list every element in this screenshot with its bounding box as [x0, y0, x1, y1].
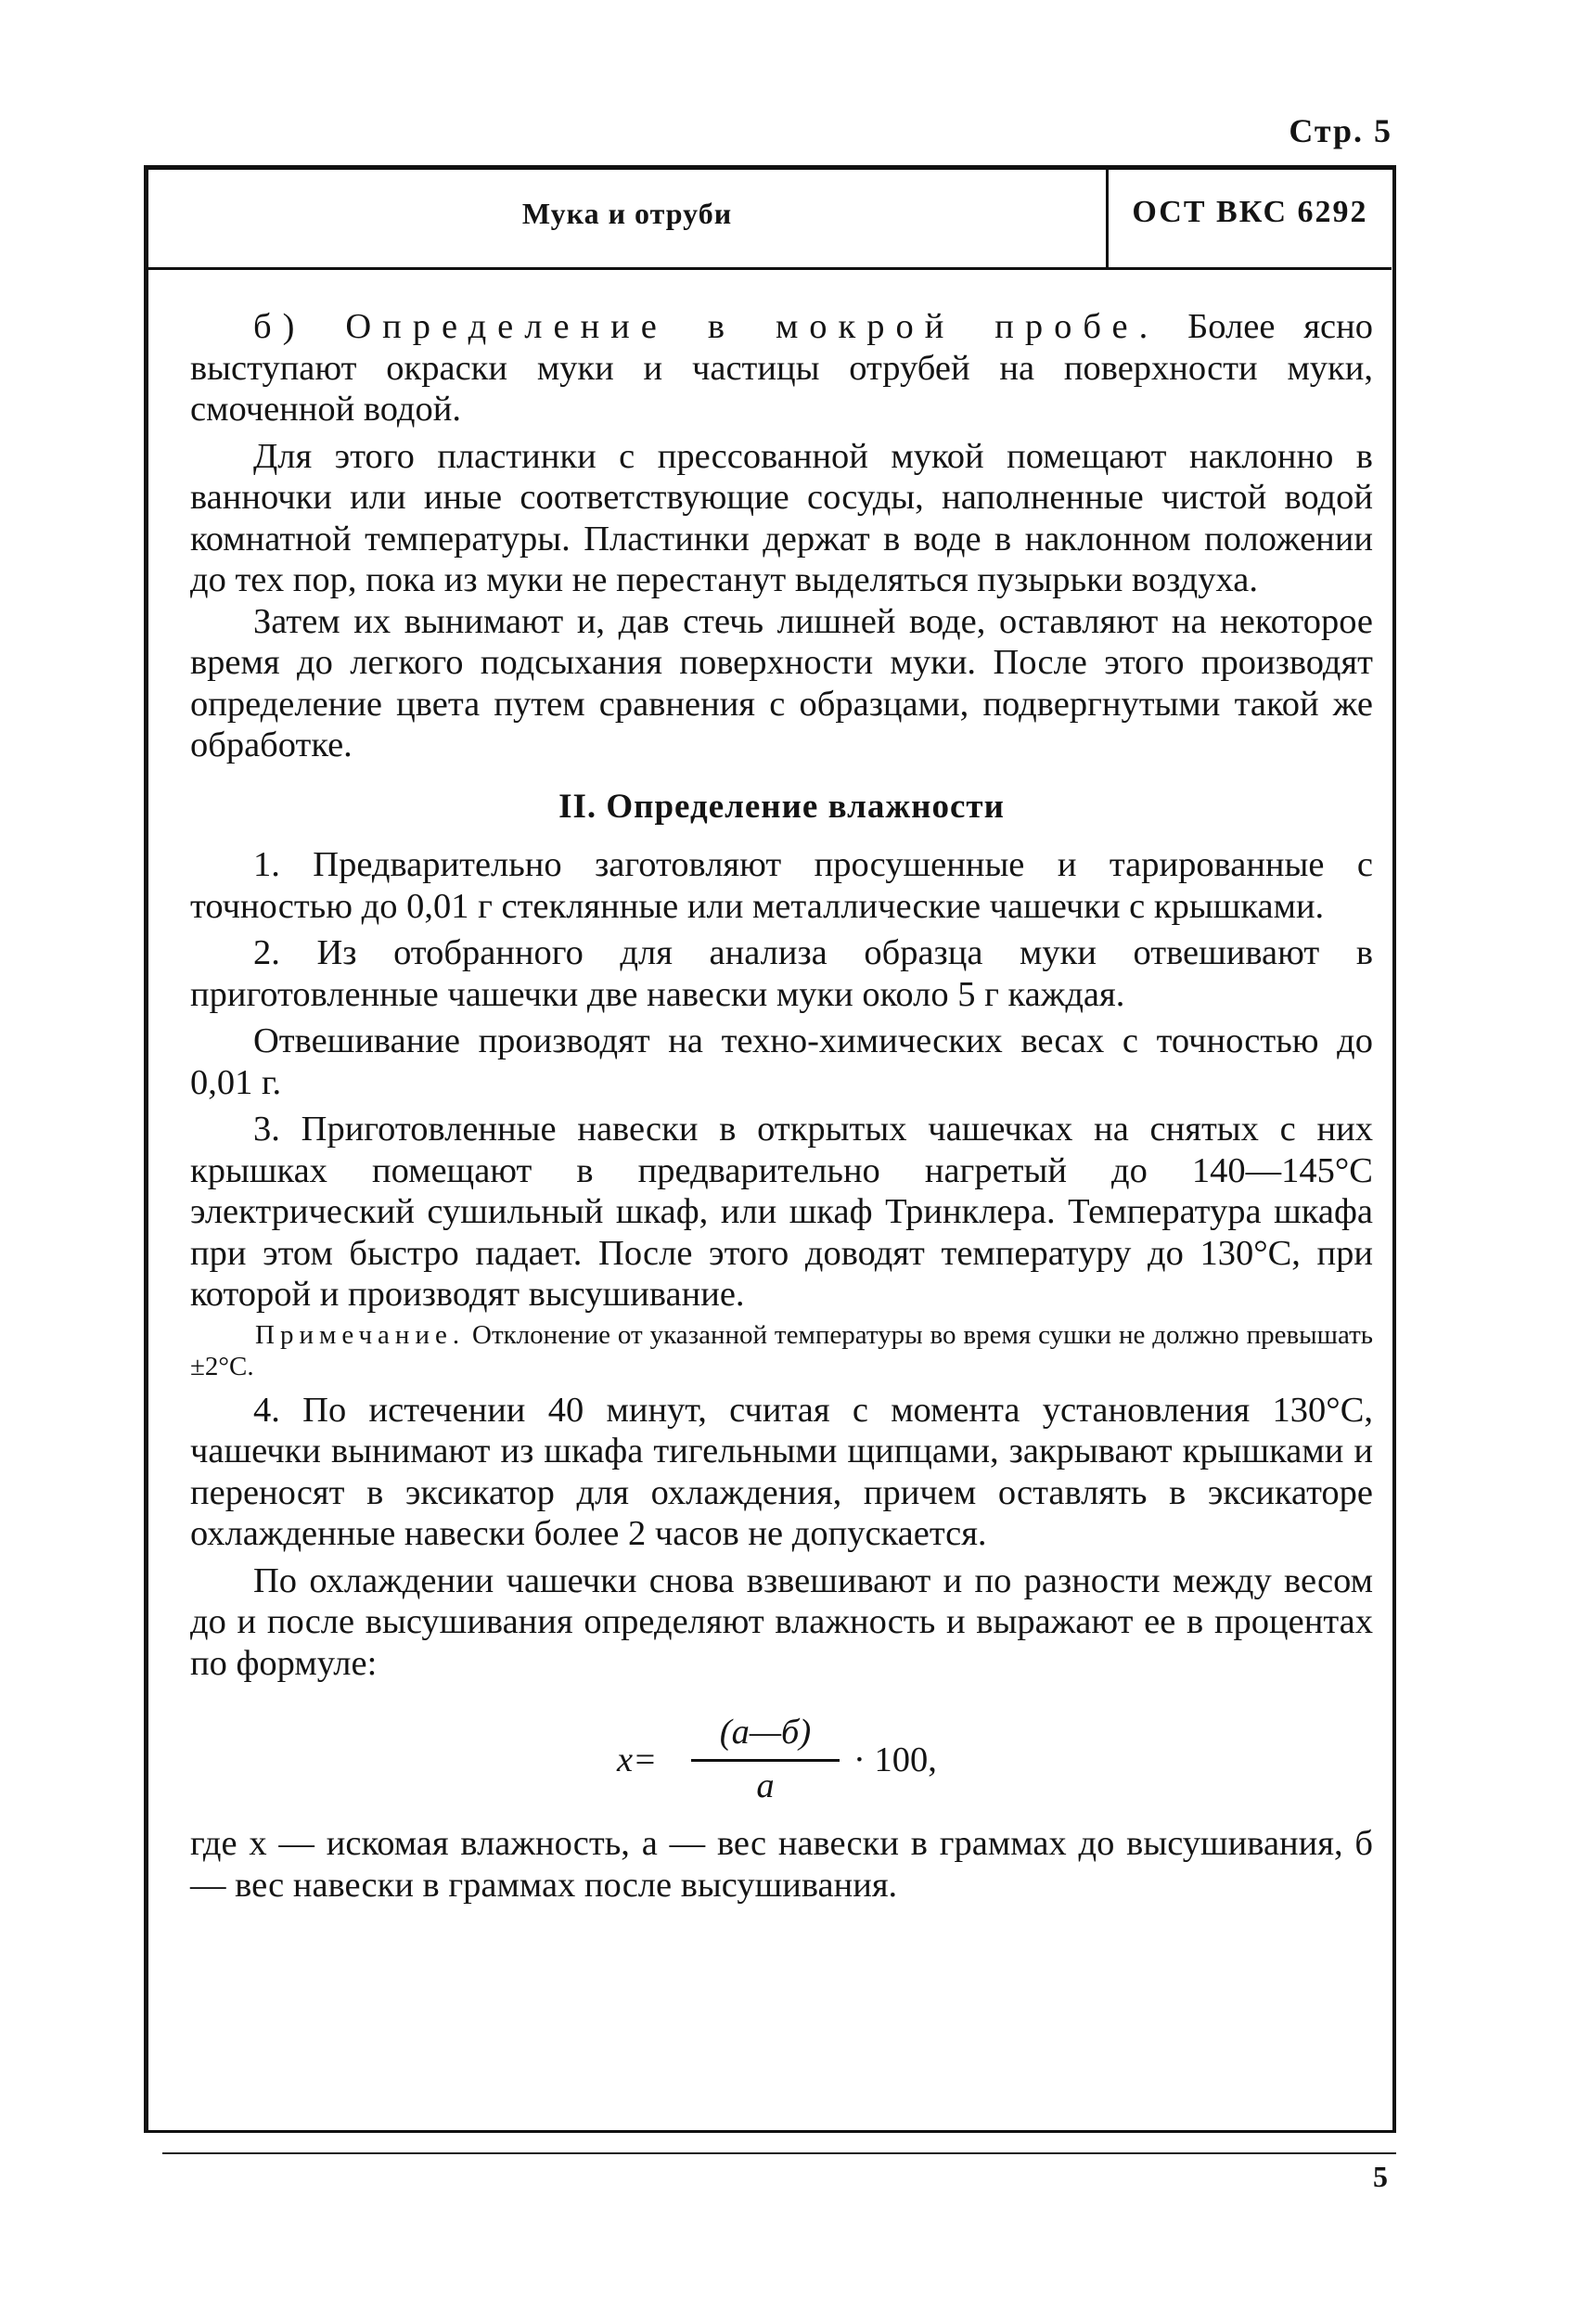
bottom-rule-secondary — [162, 2152, 1396, 2154]
page-body — [190, 306, 1373, 1906]
formula-rhs: · 100, — [853, 1740, 937, 1779]
paragraph-drying: Затем их вынимают и, дав стечь лишней воде, оставляют на некоторое время до легкого подсыхания поверхности муки. После этого производят определение цвета путем сравнения с образцами, подвергнутыми такой же обработке. — [190, 601, 1373, 764]
wet-test-heading: б) Определение в мокрой пробе. — [253, 307, 1160, 346]
document-title: Мука и отруби — [521, 197, 733, 230]
moisture-formula — [190, 1712, 1373, 1804]
page-number: 5 — [1373, 2160, 1388, 2193]
top-rule — [144, 165, 1396, 170]
note-text: Отклонение от указанной температуры во время сушки не должно превышать ±2°С. — [190, 1319, 1373, 1381]
note — [190, 1319, 1373, 1382]
header-rule — [148, 267, 1392, 270]
wet-test-text: Более ясно выступают окраски муки и частицы отрубей на поверхности муки, смоченной водой. — [190, 307, 1374, 429]
list-item-1: 1. Предварительно заготовляют просушенные и тарированные с точностью до 0,01 г стеклянные или металлические чашечки с крышками. — [190, 845, 1373, 926]
note-label: Примечание. — [255, 1319, 466, 1350]
paragraph-weighing: Отвешивание производят на техно-химических весах с точностью до 0,01 г. — [190, 1021, 1373, 1102]
formula-lhs: x= — [617, 1740, 658, 1779]
paragraph-formula-intro: По охлаждении чашечки снова взвешивают и по разности между весом до и после высушивания определяют влажность и выражают ее в процентах по формуле: — [190, 1560, 1373, 1683]
paragraph-procedure: Для этого пластинки с прессованной мукой помещают наклонно в ванночки или иные соответствующие сосуды, наполненные чистой водой комнатной температуры. Пластинки держат в воде в наклонном положении до тех пор, пока из муки не перестанут выделяться пузырьки воздуха. — [190, 436, 1373, 599]
section-title: II. Определение влажности — [558, 787, 1005, 826]
paragraph-wet-test — [190, 306, 1373, 430]
list-item-3: 3. Приготовленные навески в открытых чашечках на снятых с них крышках помещают в предварительно нагретый до 140—145°С электрический сушильный шкаф, или шкаф Тринклера. Температура шкафа при этом быстро падает. После этого доводят температуру до 130°С, при которой и производят высушивание. — [190, 1110, 1373, 1314]
list-item-4: 4. По истечении 40 минут, считая с момента установления 130°С, чашечки вынимают из шкафа тигельными щипцами, закрывают крышками и переносят в эксикатор для охлаждения, причем оставлять в эксикаторе охлажденные навески более 2 часов не допускается. — [190, 1390, 1373, 1553]
list-item-2: 2. Из отобранного для анализа образца муки отвешивают в приготовленные чашечки две навески муки около 5 г каждая. — [190, 933, 1373, 1014]
formula-legend: где x — искомая влажность, a — вес навески в граммах до высушивания, б — вес навески в граммах после высушивания. — [190, 1824, 1373, 1905]
formula-denominator: a — [756, 1765, 775, 1805]
bottom-rule — [144, 2130, 1396, 2133]
page-label-top: Стр. 5 — [1289, 112, 1392, 149]
formula-fraction — [691, 1712, 840, 1806]
formula-numerator: (a—б) — [691, 1712, 840, 1762]
standard-code: ОСТ ВКС 6292 — [1132, 195, 1368, 229]
